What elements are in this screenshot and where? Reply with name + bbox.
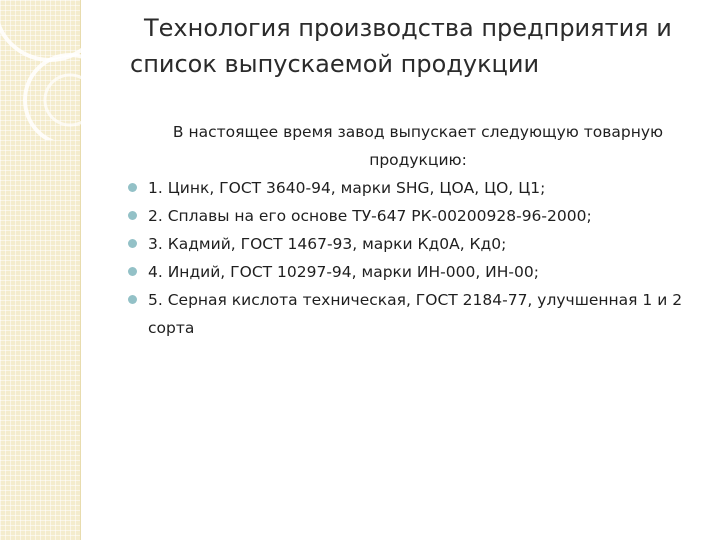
decorative-circles-ornament (0, 0, 140, 140)
list-item (130, 258, 700, 286)
product-list (130, 174, 700, 342)
list-item (130, 286, 700, 342)
list-item-text: 4. Индий, ГОСТ 10297-94, марки ИН-000, ИН-00; (148, 263, 539, 281)
slide-title (130, 10, 718, 82)
bullet-icon (128, 183, 137, 192)
slide-body (130, 118, 700, 342)
bullet-icon (128, 211, 137, 220)
list-item-text: 3. Кадмий, ГОСТ 1467-93, марки Кд0А, Кд0; (148, 235, 507, 253)
list-item-text: 1. Цинк, ГОСТ 3640-94, марки SHG, ЦОА, ЦО, Ц1; (148, 179, 546, 197)
bullet-icon (128, 239, 137, 248)
list-item (130, 230, 700, 258)
intro-text: В настоящее время завод выпускает следующую товарную продукцию: (172, 123, 664, 169)
slide-title-line-2: список выпускаемой продукции (130, 50, 540, 78)
list-item (130, 202, 700, 230)
bullet-icon (128, 295, 137, 304)
list-item-text: 5. Серная кислота техническая, ГОСТ 2184-77, улучшенная 1 и 2 сорта (148, 291, 683, 337)
slide-title-line-1: Технология производства предприятия и (144, 14, 672, 42)
list-item (130, 174, 700, 202)
bullet-icon (128, 267, 137, 276)
list-item-text: 2. Сплавы на его основе ТУ-647 РК-00200928-96-2000; (148, 207, 592, 225)
